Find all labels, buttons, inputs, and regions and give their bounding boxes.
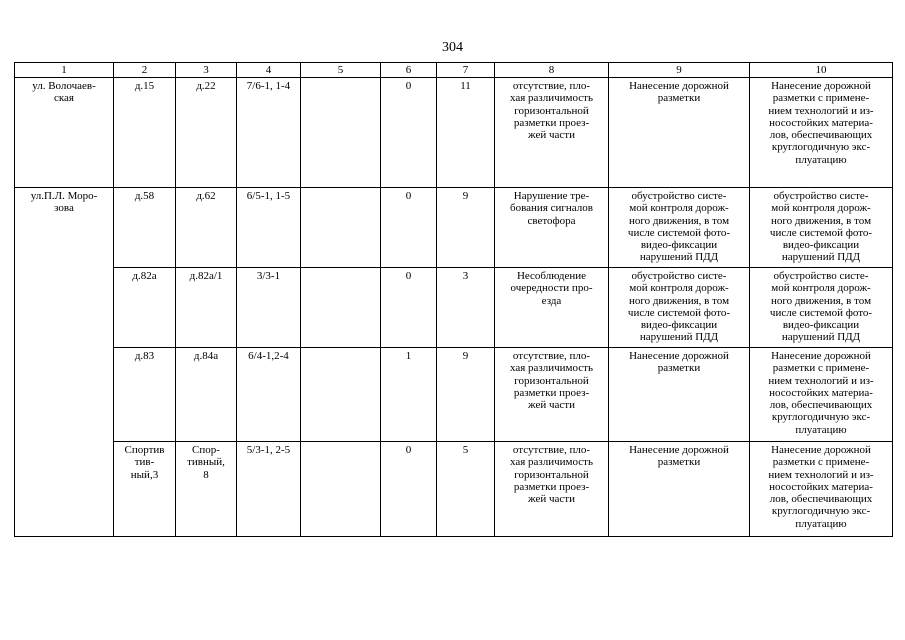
street-cell: ул. Волочаев- ская (15, 78, 114, 188)
table-cell: д.62 (176, 188, 237, 268)
table-cell: д.82а (114, 268, 176, 348)
table-cell: Нарушение тре- бования сигналов светофора (495, 188, 609, 268)
table-cell: Нанесение дорожной разметки с примене- нием технологий и из- носостойких материа- лов, обеспечивающих круглогодичную экс- плуатацию (750, 78, 893, 188)
table-cell: 6/5-1, 1-5 (237, 188, 301, 268)
street-cell: ул.П.Л. Моро- зова (15, 188, 114, 537)
table-cell: 7/6-1, 1-4 (237, 78, 301, 188)
table-cell: 9 (437, 188, 495, 268)
table-row (15, 268, 893, 348)
table-cell: 0 (381, 78, 437, 188)
table-cell: Нанесение дорожной разметки (609, 78, 750, 188)
table-cell: 0 (381, 188, 437, 268)
column-header: 6 (381, 63, 437, 78)
table-cell: д.15 (114, 78, 176, 188)
table-row (15, 348, 893, 442)
table-cell: д.84а (176, 348, 237, 442)
table-cell: обустройство систе- мой контроля дорож- ного движения, в том числе системой фото- видео-фиксации нарушений ПДД (609, 188, 750, 268)
table-cell: д.83 (114, 348, 176, 442)
column-header: 5 (301, 63, 381, 78)
table-cell: 5 (437, 442, 495, 537)
column-header: 8 (495, 63, 609, 78)
table-cell: Нанесение дорожной разметки с примене- нием технологий и из- носостойких материа- лов, обеспечивающих круглогодичную экс- плуатацию (750, 442, 893, 537)
table-cell: Спортив тив- ный,3 (114, 442, 176, 537)
table-cell: 3 (437, 268, 495, 348)
table-cell: 1 (381, 348, 437, 442)
page-number: 304 (442, 40, 463, 55)
table-cell: 3/3-1 (237, 268, 301, 348)
table-cell: обустройство систе- мой контроля дорож- ного движения, в том числе системой фото- видео-фиксации нарушений ПДД (750, 188, 893, 268)
table-cell: отсутствие, пло- хая различимость горизонтальной разметки проез- жей части (495, 78, 609, 188)
table-cell: 0 (381, 442, 437, 537)
column-header: 3 (176, 63, 237, 78)
column-header: 2 (114, 63, 176, 78)
table-cell: д.58 (114, 188, 176, 268)
column-header: 7 (437, 63, 495, 78)
table-cell (301, 268, 381, 348)
table-cell: обустройство систе- мой контроля дорож- ного движения, в том числе системой фото- видео-фиксации нарушений ПДД (750, 268, 893, 348)
table-cell (301, 348, 381, 442)
table-cell: отсутствие, пло- хая различимость горизонтальной разметки проез- жей части (495, 348, 609, 442)
table-cell: 9 (437, 348, 495, 442)
table-cell: 11 (437, 78, 495, 188)
table-cell (301, 188, 381, 268)
table-cell (301, 78, 381, 188)
table-cell (301, 442, 381, 537)
column-header: 10 (750, 63, 893, 78)
table-cell: 0 (381, 268, 437, 348)
table-cell: обустройство систе- мой контроля дорож- ного движения, в том числе системой фото- видео-фиксации нарушений ПДД (609, 268, 750, 348)
table-row (15, 188, 893, 268)
table-cell: Нанесение дорожной разметки с примене- нием технологий и из- носостойких материа- лов, обеспечивающих круглогодичную экс- плуатацию (750, 348, 893, 442)
table-cell: Несоблюдение очередности про- езда (495, 268, 609, 348)
table-cell: д.82а/1 (176, 268, 237, 348)
table-cell: 5/3-1, 2-5 (237, 442, 301, 537)
table-row (15, 442, 893, 537)
column-header: 4 (237, 63, 301, 78)
column-header: 1 (15, 63, 114, 78)
table-row (15, 78, 893, 188)
table-cell: Спор- тивный, 8 (176, 442, 237, 537)
column-header: 9 (609, 63, 750, 78)
data-table (14, 62, 893, 537)
table-cell: отсутствие, пло- хая различимость горизонтальной разметки проез- жей части (495, 442, 609, 537)
table-cell: Нанесение дорожной разметки (609, 442, 750, 537)
table-cell: Нанесение дорожной разметки (609, 348, 750, 442)
table-cell: д.22 (176, 78, 237, 188)
header-row (15, 63, 893, 78)
table-cell: 6/4-1,2-4 (237, 348, 301, 442)
